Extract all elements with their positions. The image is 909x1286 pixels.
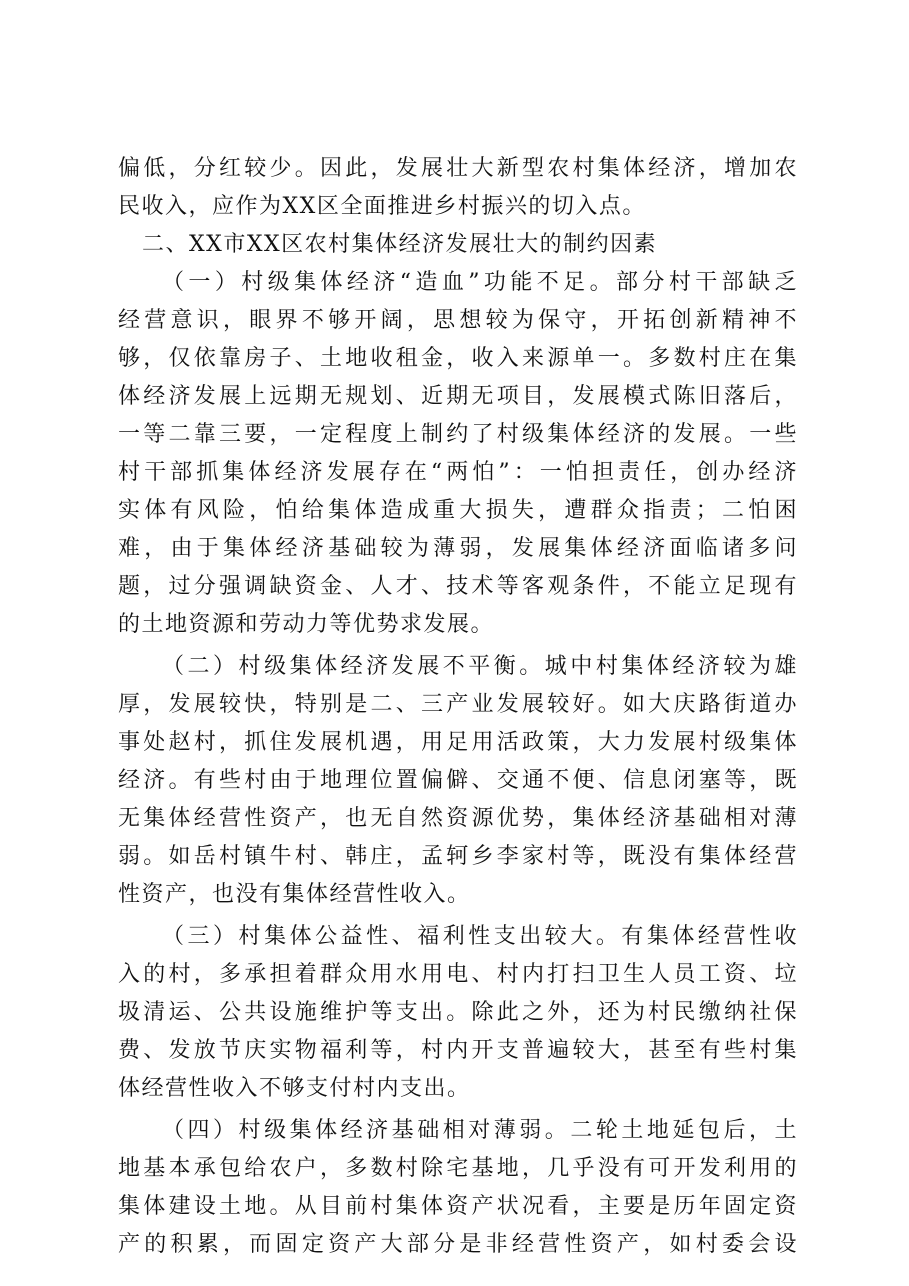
text-line: 一等二靠三要，一定程度上制约了村级集体经济的发展。一些	[118, 422, 798, 447]
text-line: 圾清运、公共设施维护等支出。除此之外，还为村民缴纳社保	[118, 1000, 798, 1025]
text-line: 集体建设土地。从目前村集体资产状况看，主要是历年固定资	[118, 1194, 798, 1219]
paragraph-intro-tail	[118, 150, 798, 226]
text-line: 产的积累，而固定资产大部分是非经营性资产，如村委会设	[118, 1232, 798, 1257]
text-line: 民收入，应作为XX区全面推进乡村振兴的切入点。	[118, 194, 646, 219]
text-line: 无集体经营性资产，也无自然资源优势，集体经济基础相对薄	[118, 806, 798, 831]
document-body	[118, 150, 798, 1264]
text-line: 难，由于集体经济基础较为薄弱，发展集体经济面临诸多问	[118, 536, 798, 561]
text-line: 事处赵村，抓住发展机遇，用足用活政策，大力发展村级集体	[118, 730, 798, 755]
text-line: （三）村集体公益性、福利性支出较大。有集体经营性收	[162, 924, 798, 949]
paragraph-point-3	[118, 918, 798, 1108]
text-line: 地基本承包给农户，多数村除宅基地，几乎没有可开发利用的	[118, 1156, 798, 1181]
heading-text: 二、XX市XX区农村集体经济发展壮大的制约因素	[142, 232, 658, 257]
text-line: 体经济发展上远期无规划、近期无项目，发展模式陈旧落后，	[118, 384, 798, 409]
text-line: 题，过分强调缺资金、人才、技术等客观条件，不能立足现有	[118, 574, 798, 599]
text-line: 偏低，分红较少。因此，发展壮大新型农村集体经济，增加农	[118, 156, 798, 181]
text-line: 厚，发展较快，特别是二、三产业发展较好。如大庆路街道办	[118, 692, 798, 717]
text-line: 弱。如岳村镇牛村、韩庄，孟轲乡李家村等，既没有集体经营	[118, 844, 798, 869]
paragraph-point-4	[118, 1112, 798, 1264]
text-line: （四）村级集体经济基础相对薄弱。二轮土地延包后，土	[162, 1118, 798, 1143]
section-heading	[118, 226, 798, 264]
paragraph-point-1	[118, 264, 798, 644]
text-line: 经济。有些村由于地理位置偏僻、交通不便、信息闭塞等，既	[118, 768, 798, 793]
text-line: （一）村级集体经济“造血”功能不足。部分村干部缺乏	[162, 270, 798, 295]
text-line: 够，仅依靠房子、土地收租金，收入来源单一。多数村庄在集	[118, 346, 798, 371]
text-line: （二）村级集体经济发展不平衡。城中村集体经济较为雄	[162, 654, 798, 679]
text-line: 体经营性收入不够支付村内支出。	[118, 1076, 471, 1101]
text-line: 经营意识，眼界不够开阔，思想较为保守，开拓创新精神不	[118, 308, 798, 333]
text-line: 实体有风险，怕给集体造成重大损失，遭群众指责；二怕困	[118, 498, 798, 523]
text-line: 入的村，多承担着群众用水用电、村内打扫卫生人员工资、垃	[118, 962, 798, 987]
text-line: 村干部抓集体经济发展存在“两怕”：一怕担责任，创办经济	[118, 460, 798, 485]
paragraph-point-2	[118, 648, 798, 914]
text-line: 的土地资源和劳动力等优势求发展。	[118, 612, 495, 637]
text-line: 费、发放节庆实物福利等，村内开支普遍较大，甚至有些村集	[118, 1038, 798, 1063]
text-line: 性资产，也没有集体经营性收入。	[118, 882, 471, 907]
